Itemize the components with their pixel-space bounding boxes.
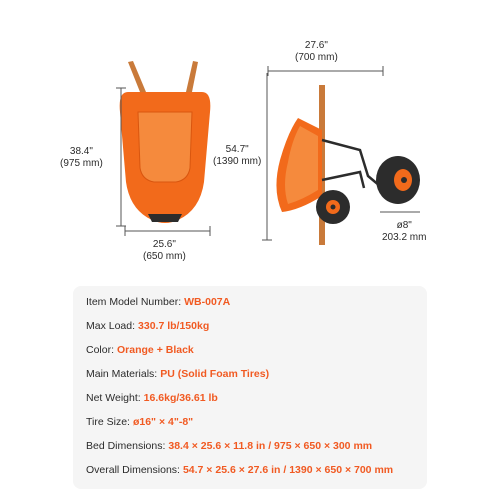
top-width-in: 25.6" [152,239,176,250]
spec-row-materials [86,368,269,381]
spec-label: Color: [86,344,115,356]
wheel-label [382,220,426,244]
spec-row-color [86,344,194,357]
spec-label: Tire Size: [86,416,130,428]
spec-label: Overall Dimensions: [86,464,180,476]
spec-row-net-weight [86,392,218,405]
spec-value: PU (Solid Foam Tires) [160,368,270,380]
spec-value: ø16" × 4"-8" [132,416,194,428]
specifications-panel [73,286,427,489]
tray-bed [138,112,192,182]
spec-value: 330.7 lb/150kg [138,320,210,332]
right-handle [186,61,198,92]
spec-label: Net Weight: [86,392,141,404]
side-height-in: 54.7" [225,144,249,155]
side-width-label [295,40,338,64]
spec-label: Main Materials: [86,368,158,380]
front-rim [148,214,182,222]
side-frame [322,140,380,188]
spec-label: Max Load: [86,320,136,332]
spec-row-max-load [86,320,209,333]
spec-label: Item Model Number: [86,296,182,308]
left-handle [128,61,146,92]
spec-row-model [86,296,230,309]
spec-row-tire-size [86,416,193,429]
top-height-label [60,146,103,170]
spec-value: 54.7 × 25.6 × 27.6 in / 1390 × 650 × 700 mm [182,464,394,476]
spec-row-overall-dimensions [86,464,393,477]
wheel-mm: 203.2 mm [382,232,427,243]
side-width-mm: (700 mm) [295,52,338,63]
top-height-in: 38.4" [69,146,93,157]
side-height-mm: (1390 mm) [213,156,262,167]
spec-value: 38.4 × 25.6 × 11.8 in / 975 × 650 × 300 mm [168,440,373,452]
top-width-label [143,239,186,263]
spec-value: 16.6kg/36.61 lb [143,392,218,404]
top-height-mm: (975 mm) [60,158,103,169]
side-width-in: 27.6" [304,40,328,51]
side-height-label [213,144,261,168]
wheel-in: ø8" [396,220,412,231]
spec-row-bed-dimensions [86,440,372,453]
spec-label: Bed Dimensions: [86,440,166,452]
spec-value: WB-007A [184,296,231,308]
spec-value: Orange + Black [117,344,194,356]
top-width-mm: (650 mm) [143,251,186,262]
